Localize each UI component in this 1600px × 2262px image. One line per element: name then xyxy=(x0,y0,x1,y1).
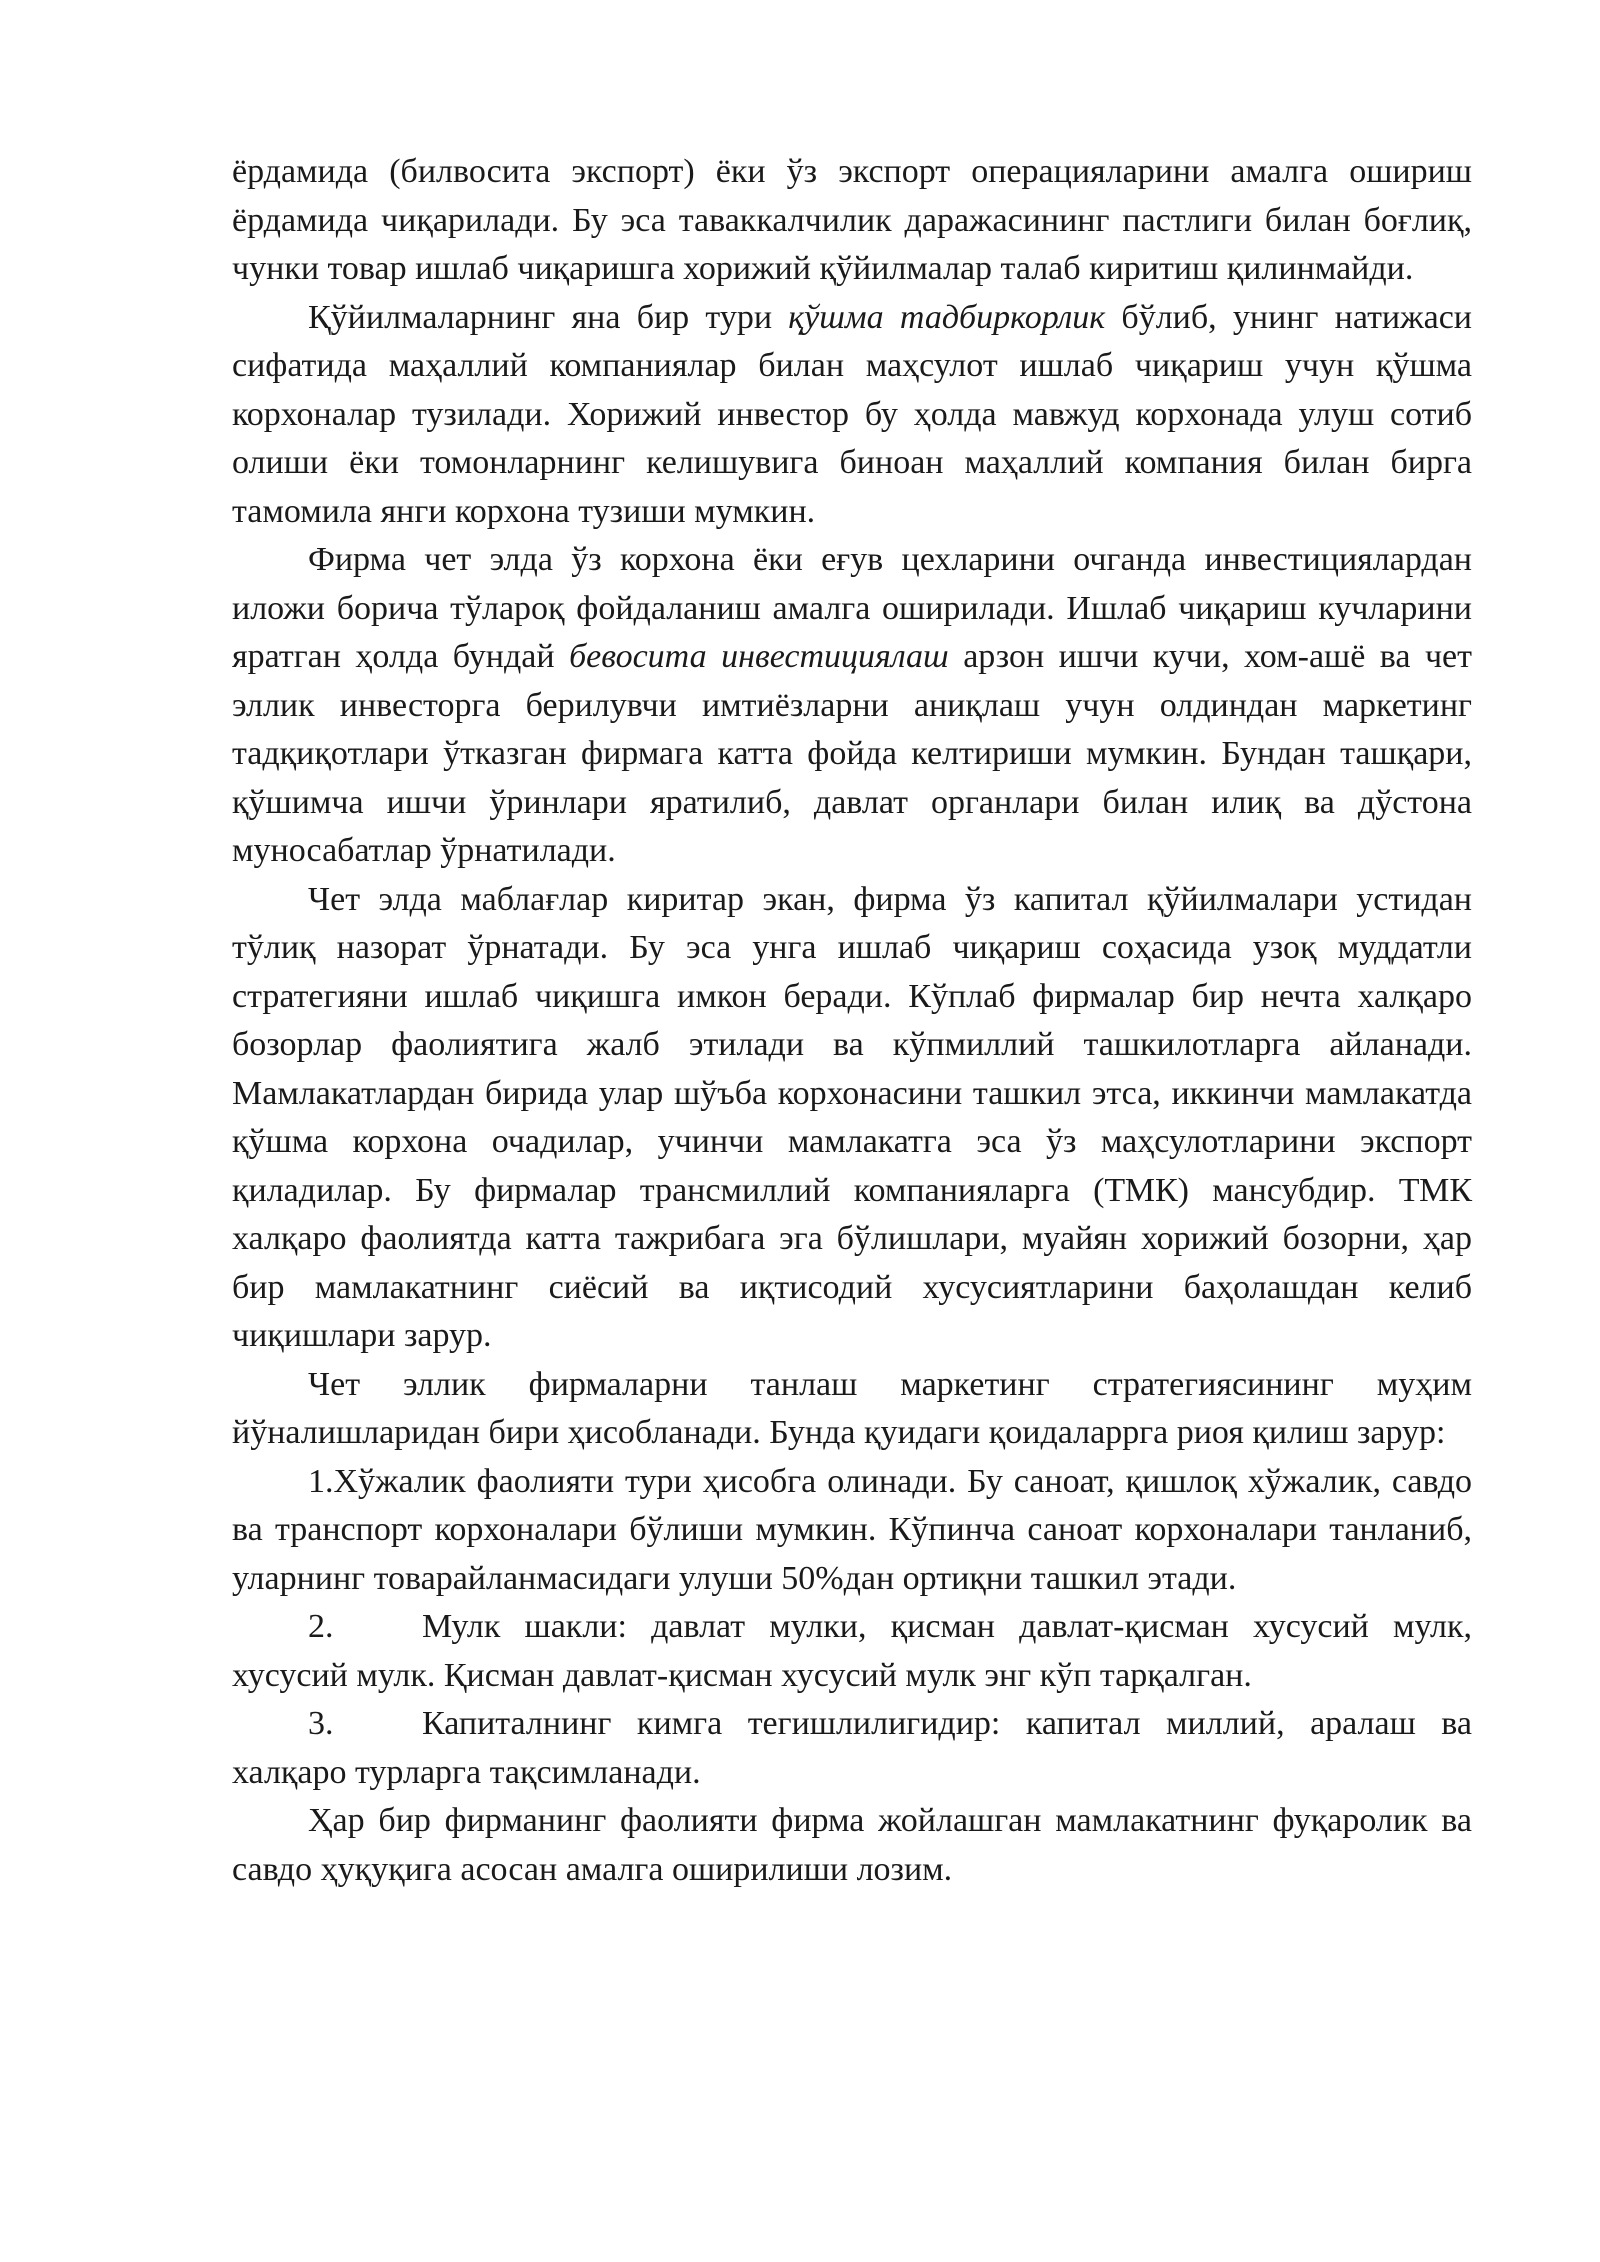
list-item-3-text: Капиталнинг кимга тегишлилигидир: капитал миллий, аралаш ва халқаро турларга тақсимланади. xyxy=(232,1705,1472,1791)
list-item-3 xyxy=(232,1700,1472,1797)
paragraph-3-text-start: Фирма чет элда ўз корхона ёки еғув цехларини очганда инвестициялардан иложи борича тўлароқ фойдаланиш амалга оширилади. Ишлаб чиқариш кучларини яратган ҳолда бундай xyxy=(232,541,1472,675)
paragraph-3-italic-term: бевосита инвестициялаш xyxy=(569,638,949,675)
list-item-2-number: 2. xyxy=(308,1608,334,1645)
list-item-2-text: Мулк шакли: давлат мулки, қисман давлат-қисман хусусий мулк, хусусий мулк. Қисман давлат-қисман хусусий мулк энг кўп тарқалган. xyxy=(232,1608,1472,1694)
paragraph-3-text-end: арзон ишчи кучи, хом-ашё ва чет эллик инвесторга берилувчи имтиёзларни аниқлаш учун олдиндан маркетинг тадқиқотлари ўтказган фирмага катта фойда келтириши мумкин. Бундан ташқари, қўшимча ишчи ўринлари яратилиб, давлат органлари билан илиқ ва дўстона муносабатлар ўрнатилади. xyxy=(232,638,1473,869)
paragraph-5: Чет эллик фирмаларни танлаш маркетинг стратегиясининг муҳим йўналишларидан бири ҳисобланади. Бунда қуидаги қоидаларрга риоя қилиш зарур: xyxy=(232,1365,1472,1451)
paragraph-2-italic-term: қўшма тадбиркорлик xyxy=(788,298,1106,336)
paragraph-2 xyxy=(232,294,1472,537)
document-page xyxy=(232,148,1472,1894)
paragraph-4: Чет элда маблағлар киритар экан, фирма ўз капитал қўйилмалари устидан тўлиқ назорат ўрнатади. Бу эса унга ишлаб чиқариш соҳасида узоқ муддатли стратегияни ишлаб чиқишга имкон беради. Кўплаб фирмалар бир нечта халқаро бозорлар фаолиятига жалб этилади ва кўпмиллий ташкилотларга айланади. Мамлакатлардан бирида улар шўъба корхонасини ташкил этса, иккинчи мамлакатда қўшма корхона очадилар, учинчи мамлакатга эса ўз маҳсулотларини экспорт қиладилар. Бу фирмалар трансмиллий компанияларга (ТМК) мансубдир. ТМК халқаро фаолиятда катта тажрибага эга бўлишлари, муайян хорижий бозорни, ҳар бир мамлакатнинг сиёсий ва иқтисодий хусусиятларини баҳолашдан келиб чиқишлари зарур. xyxy=(232,880,1472,1354)
paragraph-2-text-start: Қўйилмаларнинг яна бир тури xyxy=(308,298,789,336)
list-item-1-number: 1. xyxy=(308,1462,334,1500)
list-item-1 xyxy=(232,1458,1472,1604)
paragraph-2-text-end: бўлиб, унинг натижаси сифатида маҳаллий компаниялар билан маҳсулот ишлаб чиқариш учун қўшма корхоналар тузилади. Хорижий инвестор бу ҳолда мавжуд корхонада улуш сотиб олиши ёки томонларнинг келишувига биноан маҳаллий компания билан бирга тамомила янги корхона тузиши мумкин. xyxy=(232,298,1472,530)
paragraph-6: Ҳар бир фирманинг фаолияти фирма жойлашган мамлакатнинг фуқаролик ва савдо ҳуқуқига асосан амалга оширилиши лозим. xyxy=(232,1802,1472,1888)
list-item-3-number: 3. xyxy=(308,1705,334,1742)
paragraph-3 xyxy=(232,536,1472,876)
list-item-2 xyxy=(232,1603,1472,1700)
list-item-1-text: Хўжалик фаолияти тури ҳисобга олинади. Бу саноат, қишлоқ хўжалик, савдо ва транспорт корхоналари бўлиши мумкин. Кўпинча саноат корхоналари танланиб, уларнинг товарайланмасидаги улуши 50%дан ортиқни ташкил этади. xyxy=(232,1462,1472,1597)
paragraph-1: ёрдамида (билвосита экспорт) ёки ўз экспорт операцияларини амалга ошириш ёрдамида чиқарилади. Бу эса таваккалчилик даражасининг пастлиги билан боғлиқ, чунки товар ишлаб чиқаришга хорижий қўйилмалар талаб киритиш қилинмайди. xyxy=(232,153,1472,287)
